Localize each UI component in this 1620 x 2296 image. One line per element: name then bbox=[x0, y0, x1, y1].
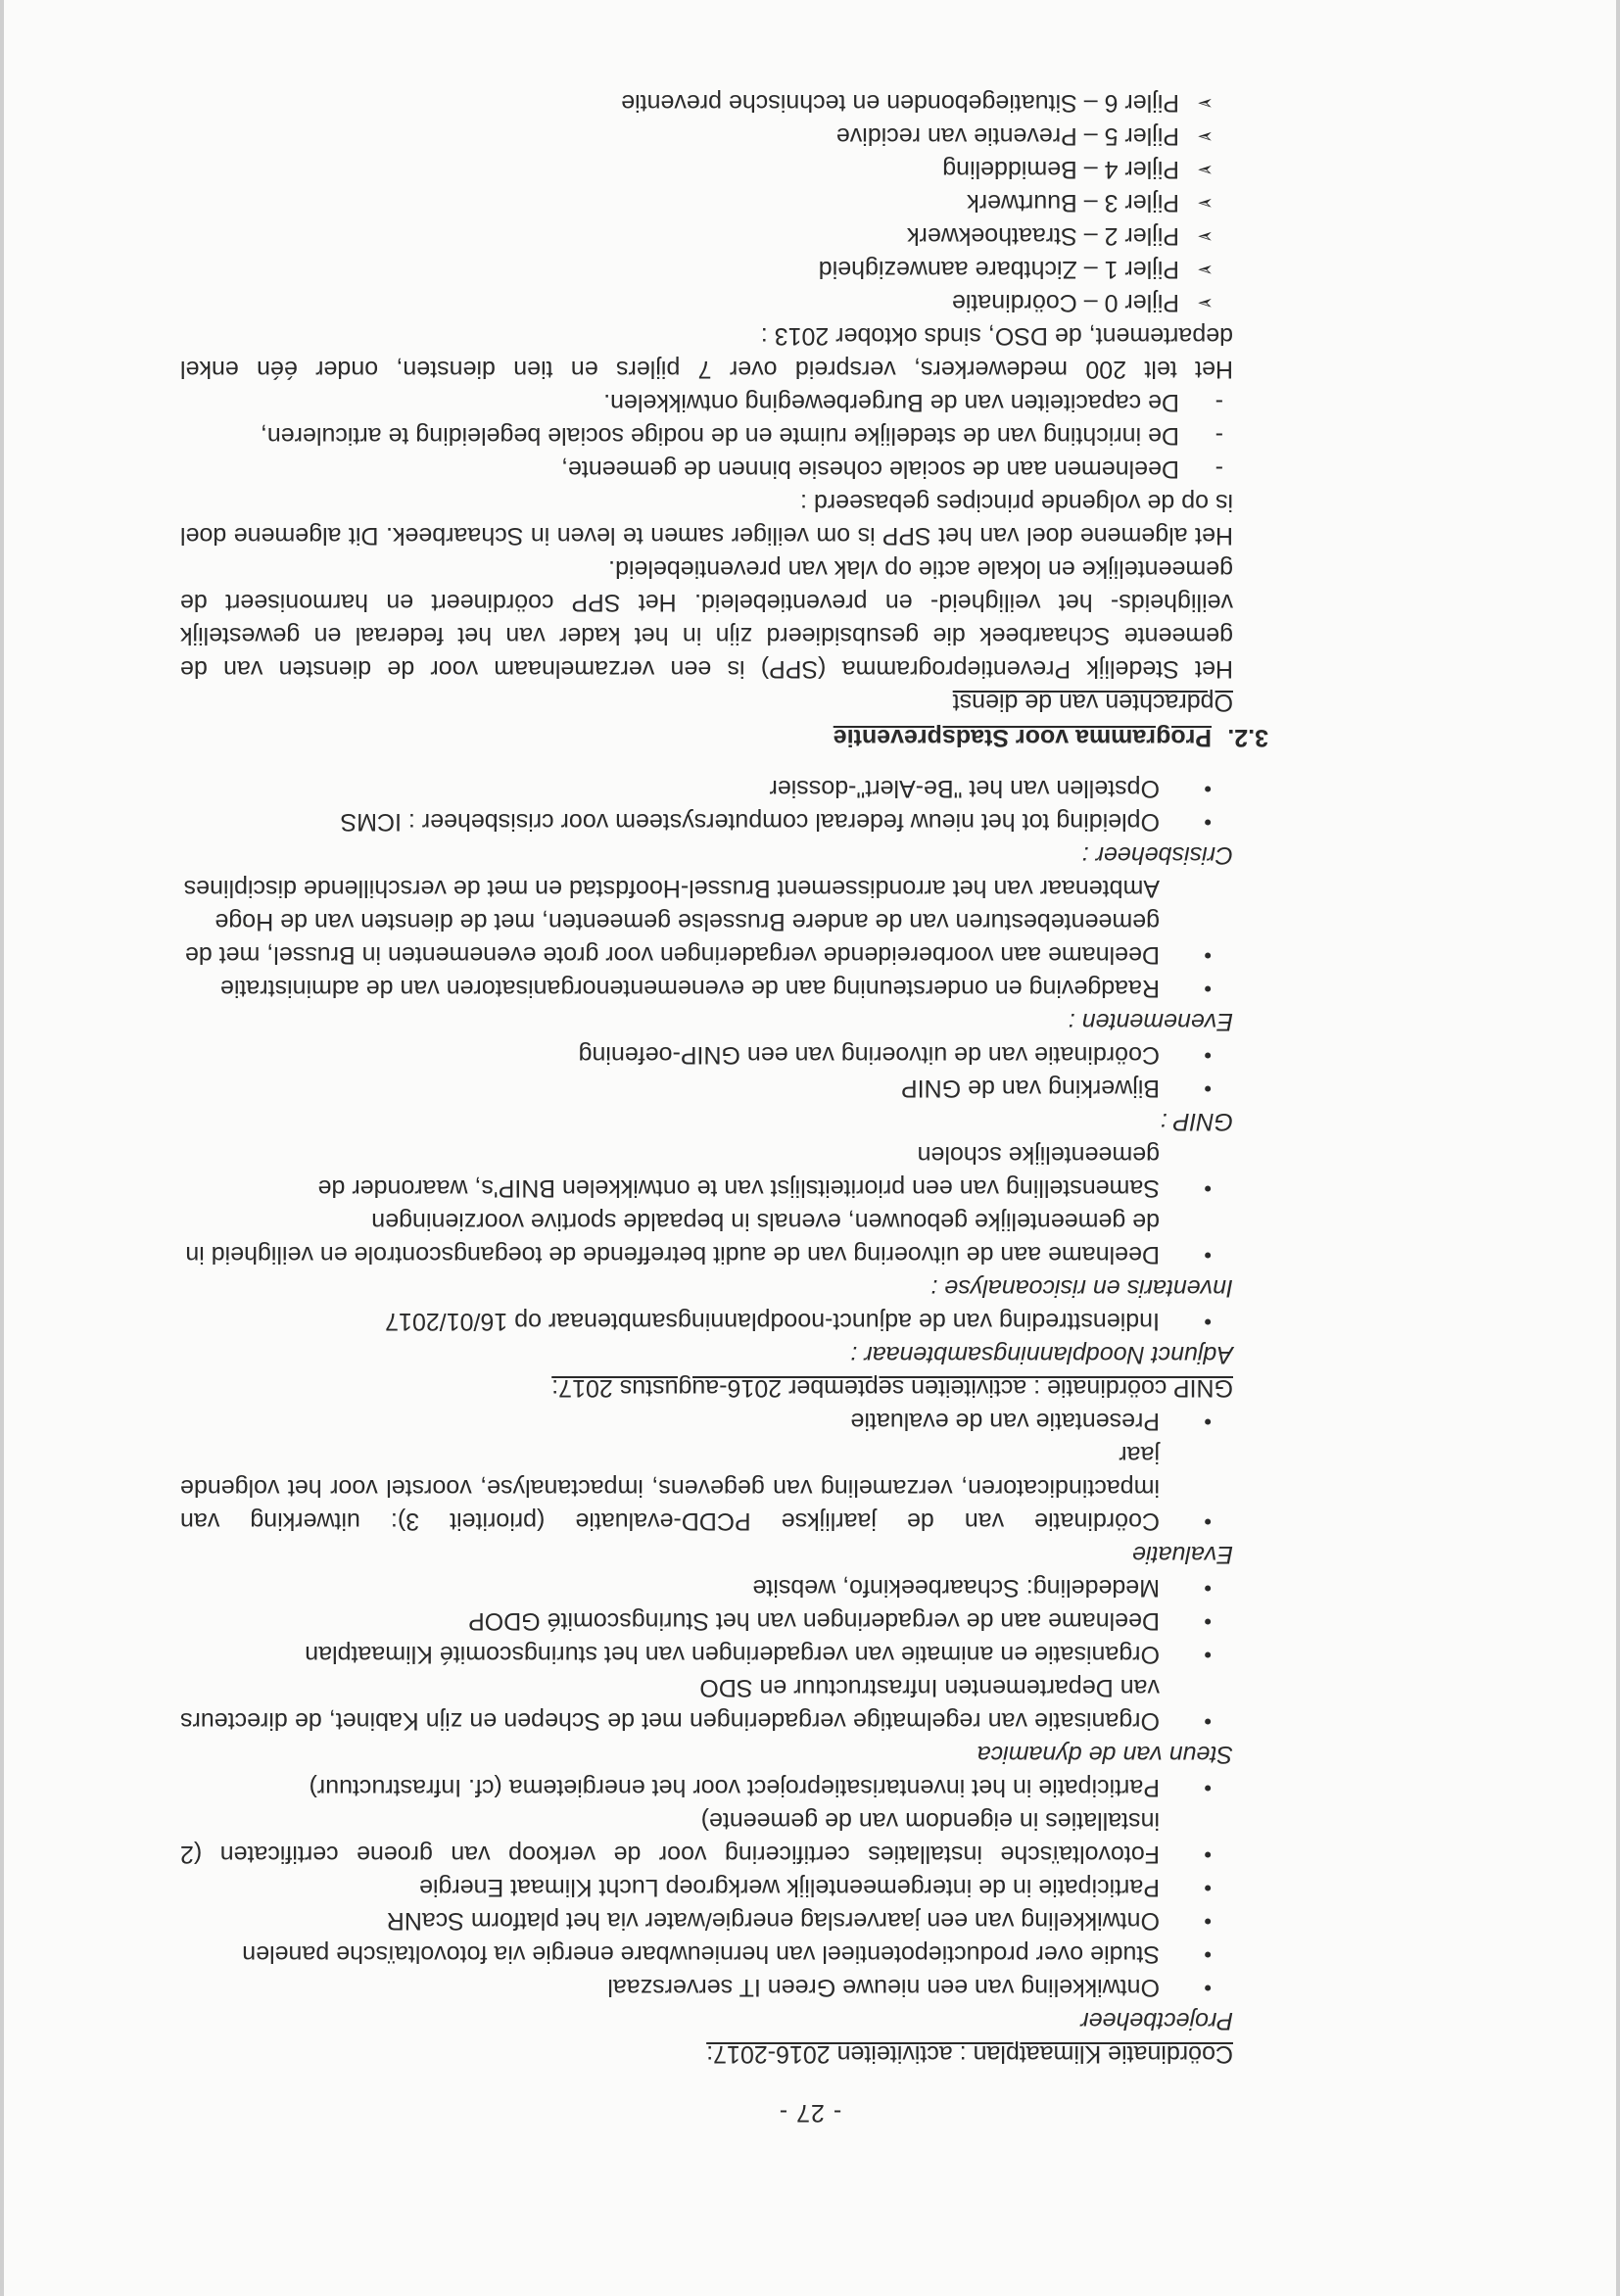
list-item: • Opstellen van het "Be-Alert"-dossier bbox=[180, 772, 1233, 805]
inventaris-label: Inventaris en risicoanalyse : bbox=[930, 1274, 1233, 1302]
list-item: • Indiensttreding van de adjunct-noodplanningsambtenaar op 16/01/2017 bbox=[180, 1305, 1233, 1338]
klimaatplan-heading: Coördinatie Klimaatplan : activiteiten 2016-2017: bbox=[706, 2040, 1233, 2068]
list-item: ➢ Pijler 2 – Straathoekwerk bbox=[180, 219, 1233, 253]
steun-list bbox=[180, 1571, 1233, 1738]
evenementen-label: Evenementen : bbox=[1068, 1008, 1233, 1035]
doel-paragraph: Het algemene doel van het SPP is om veiliger samen te leven in Schaarbeek. Dit algemene doel is op de volgende principes gebaseerd : bbox=[180, 489, 1233, 550]
projectbeheer-label: Projectbeheer bbox=[1080, 2007, 1233, 2034]
opdrachten-label: Opdrachten van de dienst bbox=[952, 689, 1233, 716]
inventaris-list bbox=[180, 1138, 1233, 1271]
list-item: ➢ Pijler 6 – Situatiegebonden en technische preventie bbox=[180, 86, 1233, 120]
list-item: • Mededeling: Schaarbeekinfo, website bbox=[180, 1571, 1233, 1604]
intro-paragraph: Het Stedelijk Preventieprogramma (SPP) is een verzamelnaam voor de diensten van de gemeente Schaarbeek die gesubsidieerd zijn in het kader van het federaal en gewestelijk veiligheids- het veiligheid- en preventiebeleid. Het SPP coördineert en harmoniseert de gemeentelijke en lokale actie op vlak van preventiebeleid. bbox=[180, 555, 1233, 683]
list-item: • Studie over productiepotentieel van hernieuwbare energie via fotovoltaïsche panelen bbox=[180, 1937, 1233, 1971]
steun-label: Steun van de dynamica bbox=[977, 1741, 1233, 1768]
adjunct-label: Adjunct Noodplanningsambtenaar : bbox=[850, 1341, 1233, 1368]
list-item: • Bijwerking van de GNIP bbox=[180, 1072, 1233, 1105]
list-item: • Coördinatie van de uitvoering van een GNIP-oefening bbox=[180, 1038, 1233, 1072]
list-item: • Participatie in de intergemeentelijk werkgroep Lucht Klimaat Energie bbox=[180, 1871, 1233, 1904]
section-title: Programma voor Stadspreventie bbox=[833, 724, 1212, 751]
gnip-label: GNIP : bbox=[1160, 1108, 1233, 1135]
list-item: • Participatie in het inventarisatieproject voor het energietema (cf. Infrastructuur) bbox=[180, 1771, 1233, 1804]
list-item: • Coördinatie van de jaarlijkse PCDD-evaluatie (prioriteit 3): uitwerking van impactindicatoren, verzameling van gegevens, impactanalyse, voorstel voor het volgende jaar bbox=[180, 1438, 1233, 1538]
list-item: ➢ Pijler 3 – Buurtwerk bbox=[180, 186, 1233, 219]
list-item: ➢ Pijler 1 – Zichtbare aanwezigheid bbox=[180, 253, 1233, 286]
crisis-list bbox=[180, 772, 1233, 838]
page-number: - 27 - bbox=[778, 2099, 842, 2127]
section-heading bbox=[180, 721, 1268, 754]
list-item: • Fotovoltaïsche installaties certificering voor de verkoop van groene certificaten (2 installaties in eigendom van de gemeente) bbox=[180, 1804, 1233, 1871]
evenementen-list bbox=[180, 872, 1233, 1005]
principes-list bbox=[180, 386, 1233, 486]
list-item: - Deelnemen aan de sociale cohesie binnen de gemeente, bbox=[180, 453, 1233, 486]
list-item: • Deelname aan de uitvoering van de audit betreffende de toegangscontrole en veiligheid in de gemeentelijke gebouwen, evenals in bepaalde sportive voorzieningen bbox=[180, 1205, 1233, 1271]
section-number: 3.2. bbox=[1227, 724, 1268, 751]
list-item: • Samenstelling van een prioriteitslijst van te ontwikkelen BNIP's, waaronder de gemeentelijke scholen bbox=[180, 1138, 1233, 1205]
adjunct-list bbox=[180, 1305, 1233, 1338]
page-content bbox=[180, 86, 1268, 2071]
list-item: • Deelname aan de vergaderingen van het Sturingscomité GDOP bbox=[180, 1604, 1233, 1638]
scan-edge-right bbox=[0, 0, 4, 2296]
list-item: • Deelname aan voorbereidende vergaderingen voor grote evenementen in Brussel, met de gemeentebesturen van de andere Brusselse gemeenten, met de diensten van de Hoge Ambtenaar van het arrondissement Brussel-Hoofdstad en met de verschillende disciplines bbox=[180, 872, 1233, 972]
evaluatie-label: Evaluatie bbox=[1132, 1541, 1233, 1568]
gnip-list bbox=[180, 1038, 1233, 1105]
list-item: • Raadgeving en ondersteuning aan de evenementenorganisatoren van de administratie bbox=[180, 972, 1233, 1005]
evaluatie-list bbox=[180, 1405, 1233, 1538]
list-item: - De capaciteiten van de Burgerbeweging ontwikkelen. bbox=[180, 386, 1233, 419]
gnip-heading: GNIP coördinatie : activiteiten september 2016-augustus 2017: bbox=[551, 1374, 1233, 1402]
list-item: - De inrichting van de stedelijke ruimte en de nodige sociale begeleiding te articuleren, bbox=[180, 419, 1233, 453]
scan-edge-left bbox=[1616, 0, 1620, 2296]
list-item: • Presentatie van de evaluatie bbox=[180, 1405, 1233, 1438]
list-item: • Ontwikkeling van een nieuwe Green IT serverszaal bbox=[180, 1971, 1233, 2004]
list-item: • Ontwikkeling van een jaarverslag energie/water via het platform ScaNR bbox=[180, 1904, 1233, 1937]
list-item: ➢ Pijler 0 – Coördinatie bbox=[180, 286, 1233, 319]
medewerkers-paragraph: Het telt 200 medewerkers, verspreid over 7 pijlers en tien diensten, onder één enkel departement, de DSO, sinds oktober 2013 : bbox=[180, 322, 1233, 383]
projectbeheer-list bbox=[180, 1771, 1233, 2004]
pijlers-list bbox=[180, 86, 1233, 319]
list-item: • Organisatie en animatie van vergaderingen van het sturingscomité Klimaatplan bbox=[180, 1638, 1233, 1671]
crisis-label: Crisisbeheer : bbox=[1081, 841, 1233, 869]
list-item: • Opleiding tot het nieuw federaal computersysteem voor crisisbeheer : ICMS bbox=[180, 805, 1233, 838]
list-item: • Organisatie van regelmatige vergaderingen met de Schepen en zijn Kabinet, de directeurs van Departementen Infrastructuur en SDO bbox=[180, 1671, 1233, 1738]
list-item: ➢ Pijler 5 – Preventie van recidive bbox=[180, 120, 1233, 153]
list-item: ➢ Pijler 4 – Bemiddeling bbox=[180, 153, 1233, 186]
